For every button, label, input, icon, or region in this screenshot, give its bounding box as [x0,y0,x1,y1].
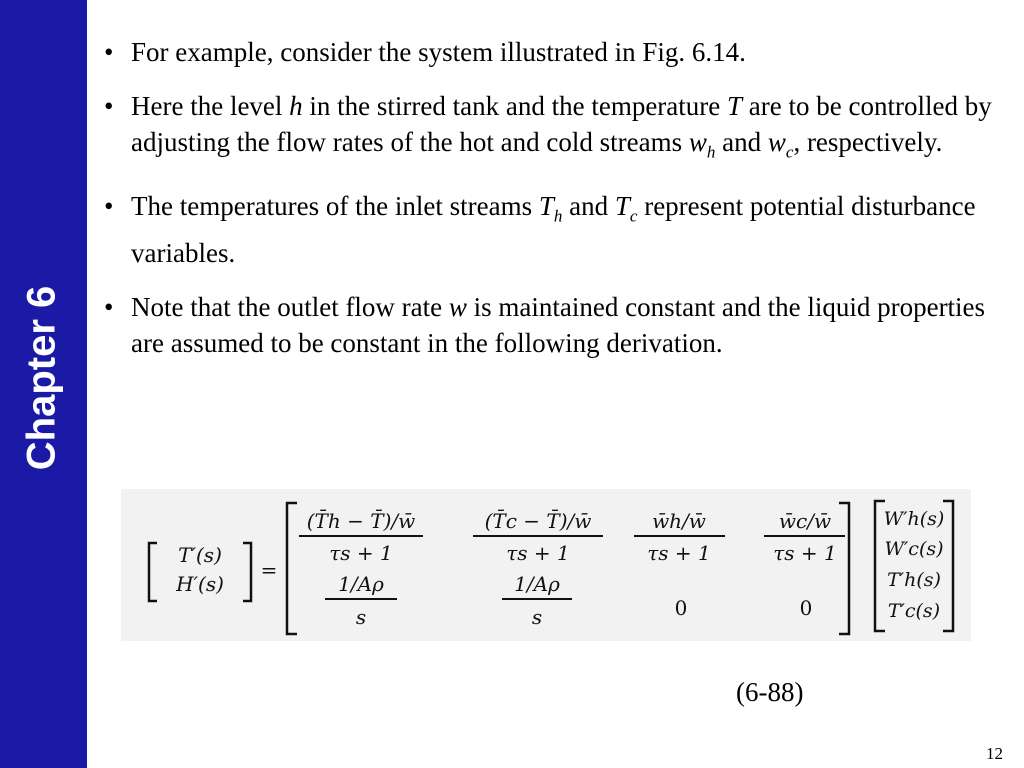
var-subscript: c [785,142,794,162]
var-base: T [538,191,554,222]
bullet-text: Note that the outlet flow rate [131,291,449,322]
equation-number: (6-88) [736,677,804,707]
matrix-zero: 0 [799,596,813,620]
var-base: T [614,191,630,222]
rhs-right-bracket [943,501,953,631]
matrix-denominator: s [355,605,367,629]
var-subscript: h [553,206,563,226]
bullet-text: and [562,191,615,222]
transfer-matrix-equation [121,489,971,641]
var-T: T [727,91,743,121]
var-wh [688,127,716,162]
bullet-item [104,34,1004,70]
bullet-text: For example, consider the system illustrated in Fig. 6.14. [131,37,746,67]
rhs-entry: T′h(s) [887,569,941,591]
bullet-dot: • [104,291,114,322]
bullet-dot: • [104,91,114,121]
matrix-numerator: 1/Aρ [338,572,384,596]
bullet-text: Here the level [131,91,290,121]
lhs-right-bracket [243,543,251,601]
bullet-dot: • [104,191,114,222]
bullet-text: and [715,127,768,157]
matrix-right-bracket [839,503,849,634]
var-Tc [614,191,638,226]
matrix-left-bracket [287,503,297,634]
matrix-zero: 0 [674,596,688,620]
lhs-entry: T′(s) [178,543,222,567]
lhs-entry: H′(s) [176,572,224,596]
bullet-item [104,289,1004,361]
rhs-entry: W′c(s) [884,538,944,560]
equals-sign: = [260,558,278,582]
var-subscript: h [706,142,716,162]
var-Th [538,191,563,226]
var-base: w [767,127,786,157]
slide-number: 12 [986,744,1003,763]
bullet-text: are to be controlled by adjusting the flow rates of the hot and cold streams [131,91,992,157]
bullet-text: is maintained constant and the liquid properties are assumed to be constant in the following derivation. [131,291,986,358]
bullet-item [104,88,1004,170]
rhs-entry: W′h(s) [883,508,945,530]
matrix-denominator: τs + 1 [329,541,393,565]
var-base: w [688,127,707,157]
var-h: h [289,91,303,121]
matrix-numerator: (T̄h − T̄)/w̄ [306,509,416,533]
matrix-numerator: (T̄c − T̄)/w̄ [484,509,592,533]
sidebar-divider [84,0,87,768]
bullet-list [104,34,1004,379]
matrix-denominator: τs + 1 [506,541,570,565]
lhs-left-bracket [149,543,157,601]
matrix-numerator: w̄h/w̄ [652,509,706,533]
var-subscript: c [629,206,638,226]
rhs-entry: T′c(s) [887,600,941,622]
bullet-text: in the stirred tank and the temperature [302,91,728,121]
matrix-denominator: s [531,605,543,629]
matrix-numerator: w̄c/w̄ [778,509,832,533]
matrix-denominator: τs + 1 [647,541,711,565]
matrix-denominator: τs + 1 [773,541,837,565]
bullet-item [104,188,1004,270]
matrix-numerator: 1/Aρ [514,572,560,596]
bullet-text: , respectively. [793,127,943,157]
bullet-text: represent potential disturbance variables. [131,191,976,268]
var-w: w [448,291,467,322]
bullet-dot: • [104,37,114,67]
equation-graphic [121,489,971,641]
var-wc [767,127,794,162]
chapter-label: Chapter 6 [19,285,64,471]
bullet-text: The temperatures of the inlet streams [131,191,539,222]
